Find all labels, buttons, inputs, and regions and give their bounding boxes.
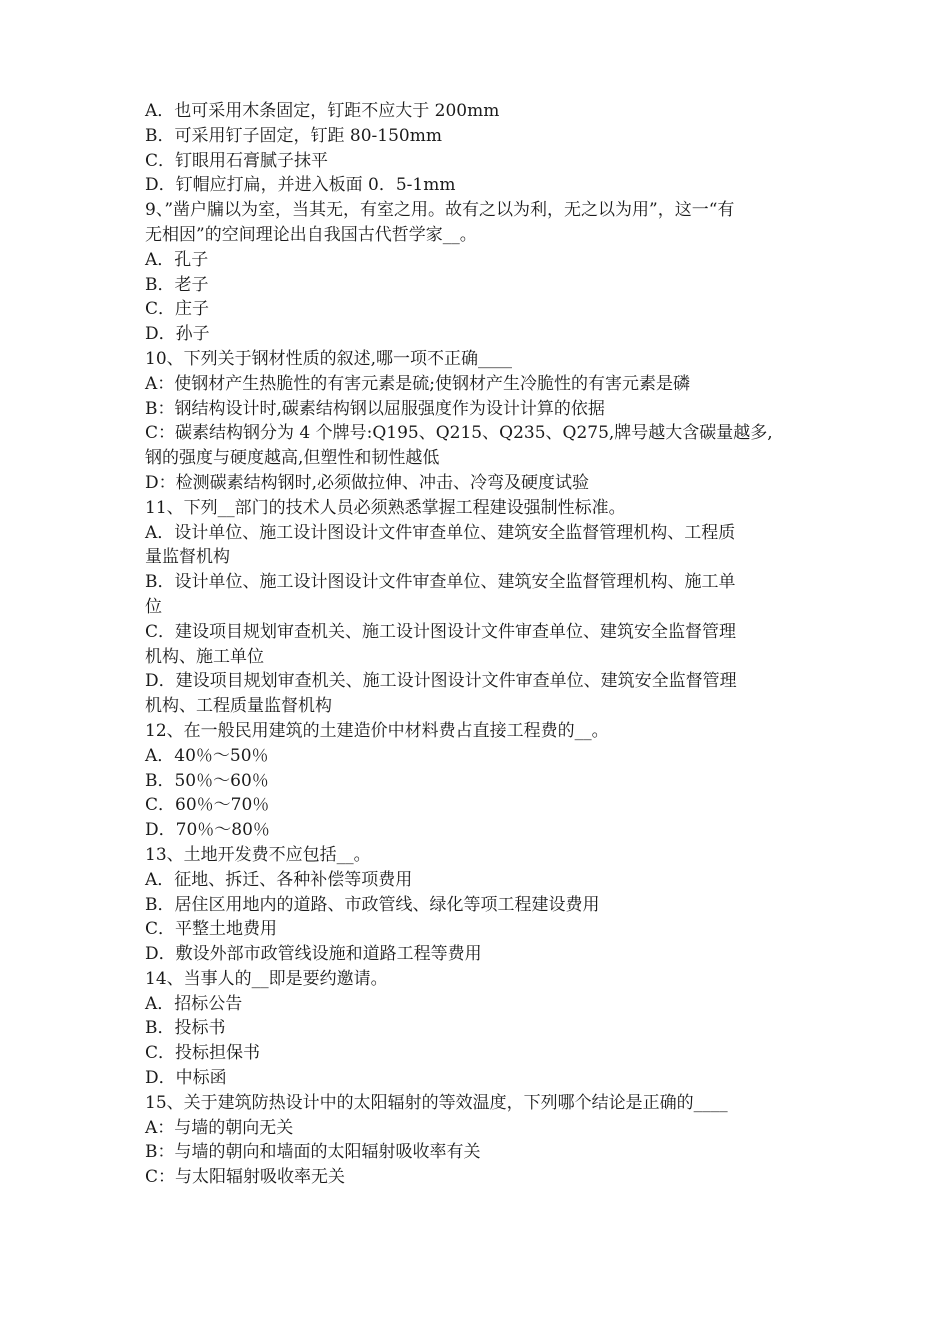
text-line: D．孙子 <box>145 324 210 345</box>
text-line: 15、关于建筑防热设计中的太阳辐射的等效温度，下列哪个结论是正确的____ <box>145 1092 728 1113</box>
text-line: 机构、工程质量监督机构 <box>145 696 332 717</box>
text-line: C．60％～70％ <box>145 795 270 816</box>
text-line: C．建设项目规划审查机关、施工设计图设计文件审查单位、建筑安全监督管理 <box>145 621 737 642</box>
text-line: D．敷设外部市政管线设施和道路工程等费用 <box>145 944 482 965</box>
text-line: A．征地、拆迁、各种补偿等项费用 <box>145 869 413 890</box>
text-line: B．老子 <box>145 274 209 295</box>
text-line: D．70％～80％ <box>145 820 270 841</box>
text-line: D．建设项目规划审查机关、施工设计图设计文件审查单位、建筑安全监督管理 <box>145 671 737 692</box>
text-line: C．钉眼用石膏腻子抹平 <box>145 150 329 171</box>
text-line: A：与墙的朝向无关 <box>145 1117 294 1138</box>
text-line: A．孔子 <box>145 249 209 270</box>
text-line: A．也可采用木条固定，钉距不应大于 200mm <box>145 101 500 121</box>
text-line: B：与墙的朝向和墙面的太阳辐射吸收率有关 <box>145 1142 481 1163</box>
text-line: B．可采用钉子固定，钉距 80-150mm <box>145 125 442 146</box>
text-line: 11、下列__部门的技术人员必须熟悉掌握工程建设强制性标准。 <box>145 497 626 518</box>
text-line: 钢的强度与硬度越高,但塑性和韧性越低 <box>145 448 440 469</box>
text-line: B：钢结构设计时,碳素结构钢以屈服强度作为设计计算的依据 <box>145 398 605 419</box>
text-line: 10、下列关于钢材性质的叙述,哪一项不正确____ <box>145 348 513 369</box>
text-line: B．居住区用地内的道路、市政管线、绿化等项工程建设费用 <box>145 894 600 915</box>
text-line: B．设计单位、施工设计图设计文件审查单位、建筑安全监督管理机构、施工单 <box>145 572 736 593</box>
text-line: 量监督机构 <box>145 547 230 568</box>
text-line: 无相因”的空间理论出自我国古代哲学家__。 <box>145 224 477 245</box>
text-line: B．50％～60％ <box>145 770 269 791</box>
document-body <box>145 99 810 1190</box>
text-line: A：使钢材产生热脆性的有害元素是硫;使钢材产生冷脆性的有害元素是磷 <box>145 373 691 394</box>
text-line: 机构、施工单位 <box>145 646 264 667</box>
text-line: 9、”凿户牖以为室，当其无，有室之用。故有之以为利，无之以为用”，这一“有 <box>145 200 735 221</box>
text-line: A．招标公告 <box>145 993 243 1014</box>
text-line: C：与太阳辐射吸收率无关 <box>145 1167 346 1188</box>
text-line: D：检测碳素结构钢时,必须做拉伸、冲击、冷弯及硬度试验 <box>145 472 590 493</box>
text-line: C：碳素结构钢分为 4 个牌号:Q195、Q215、Q235、Q275,牌号越大含碳量越多, <box>145 423 773 444</box>
text-line: 12、在一般民用建筑的土建造价中材料费占直接工程费的__。 <box>145 720 609 741</box>
text-line: C．平整土地费用 <box>145 919 278 940</box>
text-line: B．投标书 <box>145 1018 226 1039</box>
text-line: A．设计单位、施工设计图设计文件审查单位、建筑安全监督管理机构、工程质 <box>145 522 736 543</box>
text-line: D．钉帽应打扁，并进入板面 0．5-1mm <box>145 175 456 196</box>
text-line: 14、当事人的__即是要约邀请。 <box>145 968 388 989</box>
text-line: C．投标担保书 <box>145 1043 261 1064</box>
text-line: A．40％～50％ <box>145 745 269 766</box>
text-line: 位 <box>145 596 162 617</box>
text-line: 13、土地开发费不应包括__。 <box>145 844 371 865</box>
text-line: C．庄子 <box>145 299 210 320</box>
text-line: D．中标函 <box>145 1068 227 1089</box>
